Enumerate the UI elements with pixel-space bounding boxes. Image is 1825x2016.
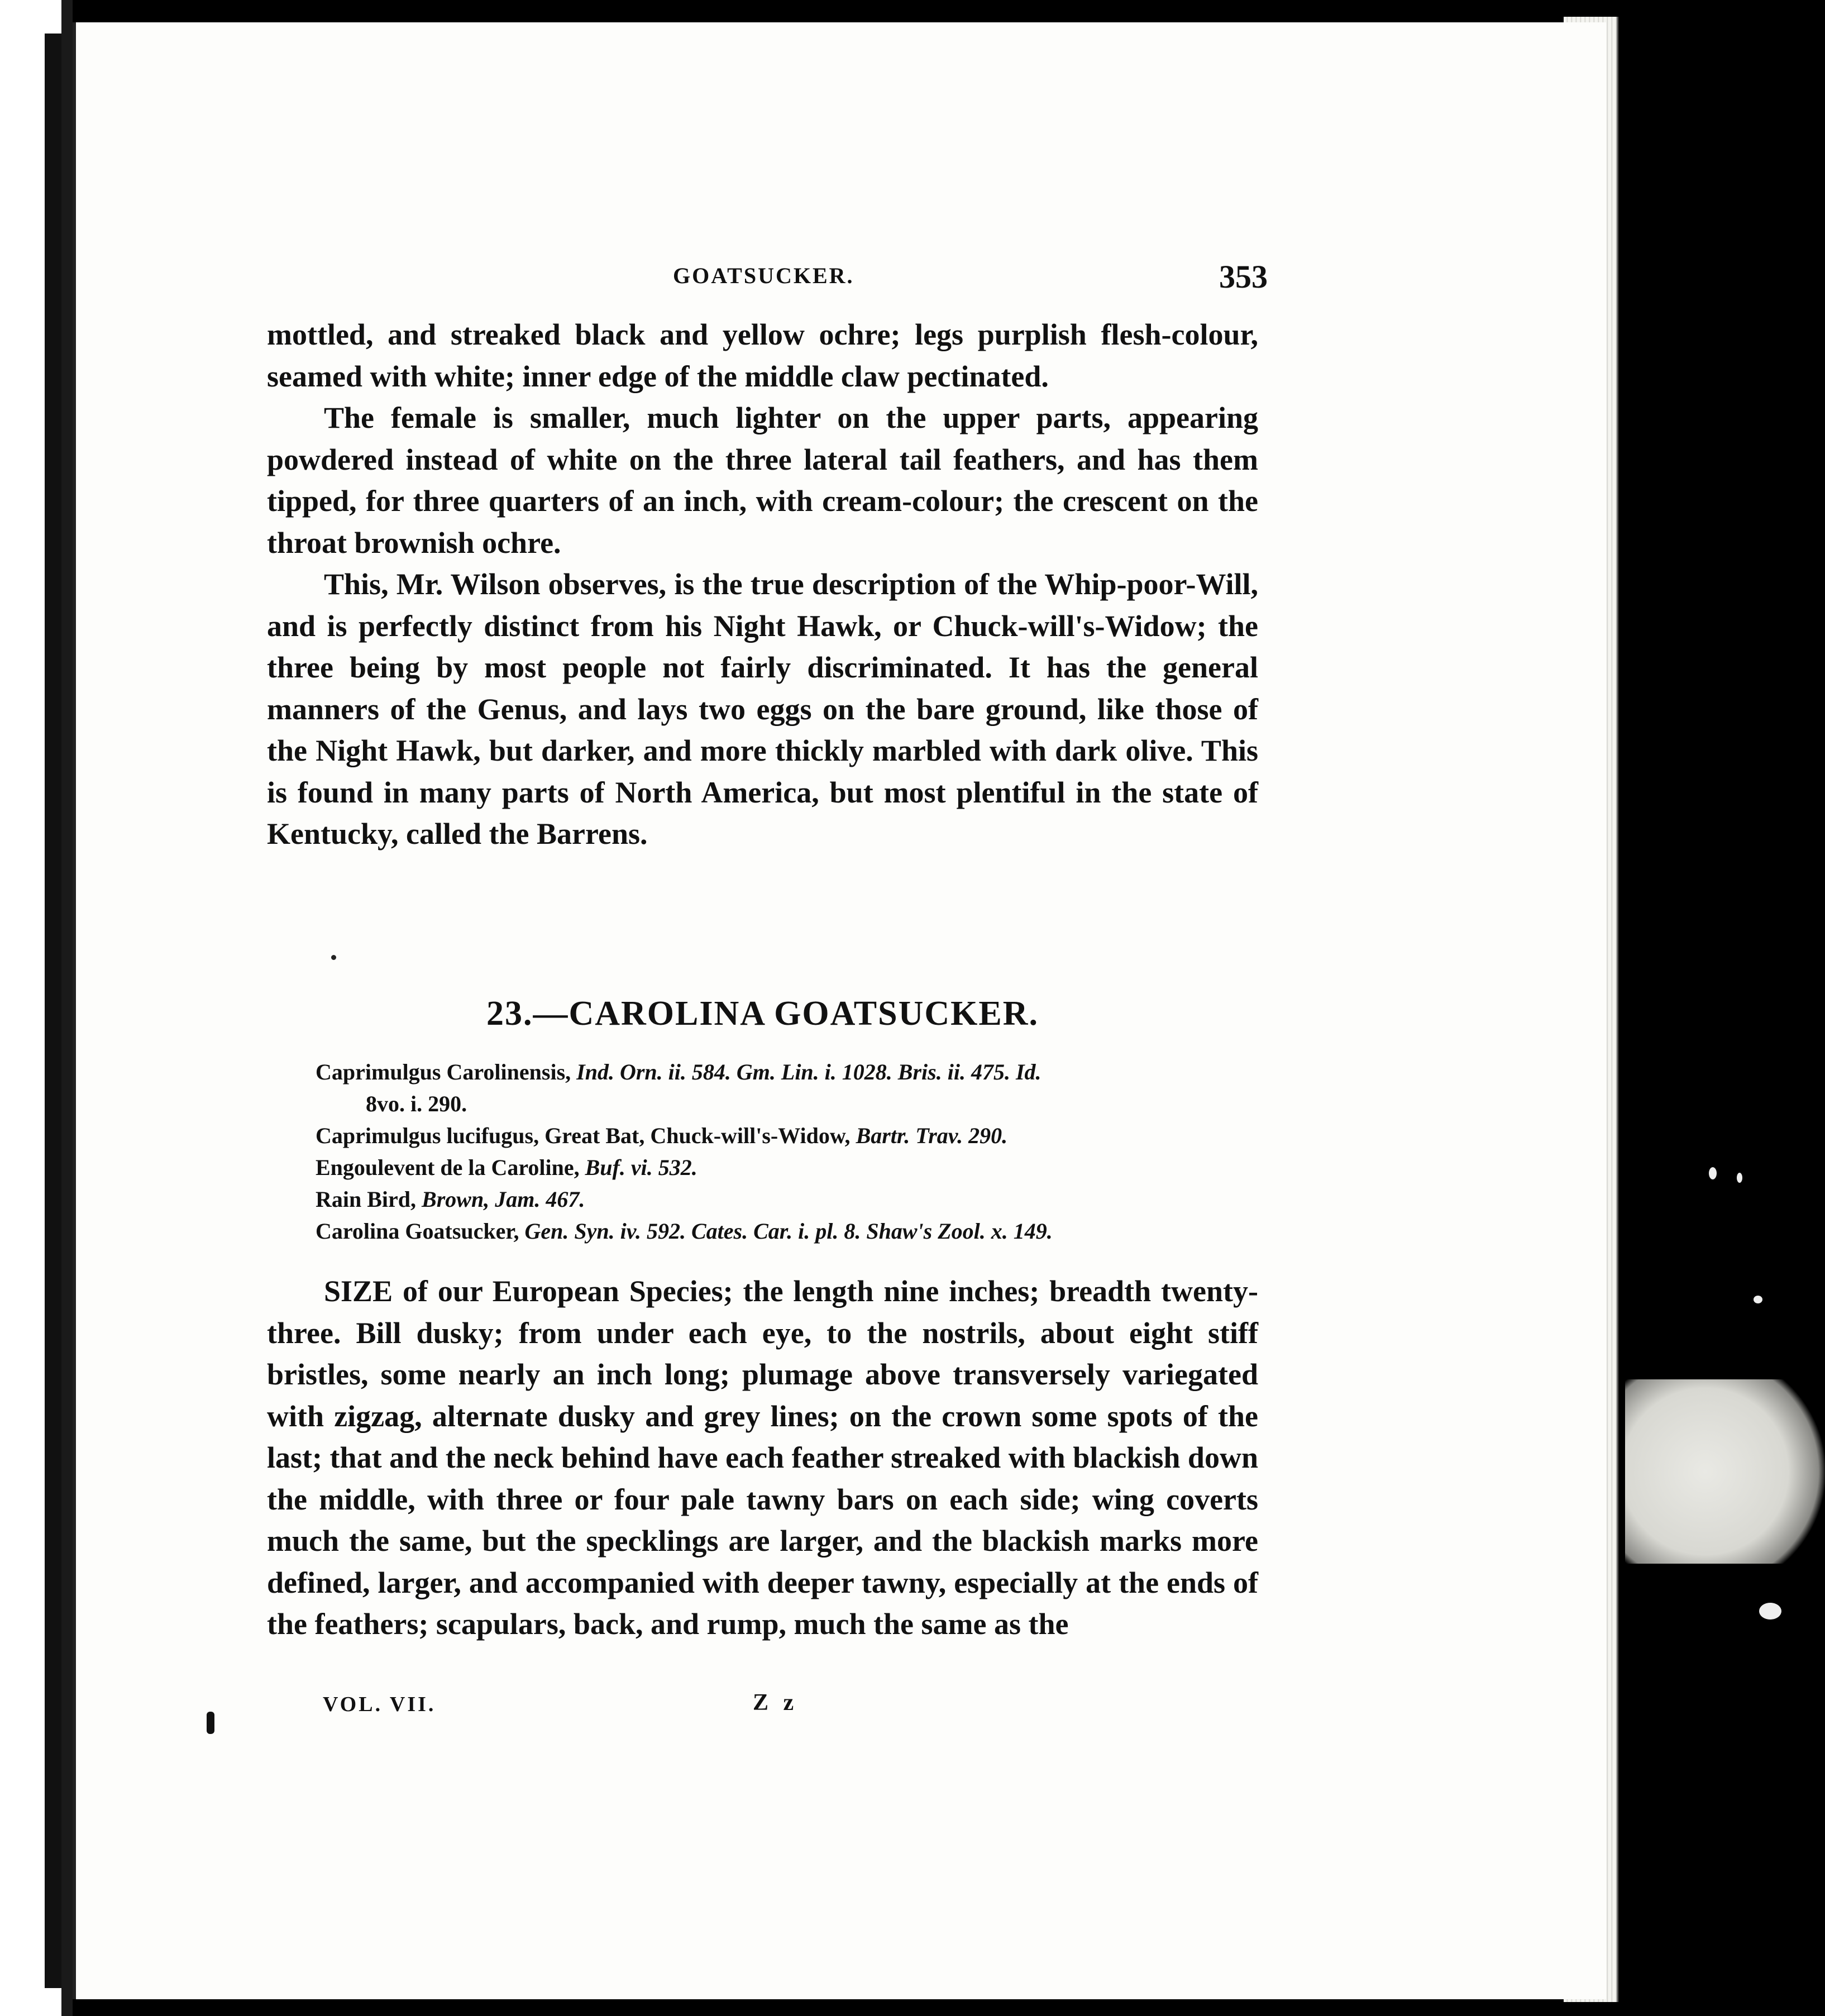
- paragraph: SIZE of our European Species; the length nine inches; breadth twenty-three. Bill dusky; from under each eye, to the nostrils, about eight stiff bristles, some nearly an inch long; plumage above transversely variegated with zigzag, alternate dusky and grey lines; on the crown some spots of the last; that and the neck behind have each feather streaked with blackish down the middle, with three or four pale tawny bars on each side; wing coverts much the same, but the specklings are larger, and the blackish marks more defined, larger, and accompanied with deeper tawny, especially at the ends of the feathers; scapulars, back, and rump, much the same as the: [267, 1274, 1258, 1641]
- reference-citation: Ind. Orn. ii. 584. Gm. Lin. i. 1028. Bris. ii. 475. Id.: [576, 1059, 1042, 1085]
- page-header: [265, 258, 1268, 297]
- volume-footer: VOL. VII.: [323, 1693, 436, 1716]
- reference-name: Rain Bird,: [316, 1187, 417, 1212]
- reference-name: Engoulevent de la Caroline,: [316, 1155, 580, 1180]
- reference-name: Caprimulgus lucifugus, Great Bat, Chuck-will's-Widow,: [316, 1123, 851, 1148]
- paragraph: The female is smaller, much lighter on the upper parts, appearing powdered instead of white on the three lateral tail feathers, and has them tipped, for three quarters of an inch, with cream-colour; the crescent on the throat brownish ochre.: [267, 401, 1258, 560]
- paper-speck: [1737, 1173, 1742, 1183]
- reference-continuation: 8vo. i. 290.: [366, 1091, 467, 1116]
- torn-paper-fragment: [1625, 1379, 1825, 1564]
- reference-entry: [316, 1120, 1226, 1152]
- stray-ink-dot: [331, 955, 336, 960]
- page-number: 353: [1219, 259, 1268, 295]
- reference-entry: [316, 1152, 1226, 1183]
- reference-entry: [316, 1056, 1226, 1120]
- book-spine: [61, 0, 73, 2016]
- paper-speck: [1759, 1603, 1781, 1620]
- reference-citation: Gen. Syn. iv. 592. Cates. Car. i. pl. 8. Shaw's Zool. x. 149.: [524, 1219, 1053, 1244]
- reference-citation: Buf. vi. 532.: [585, 1155, 697, 1180]
- running-title: GOATSUCKER.: [673, 263, 854, 288]
- reference-citation: Brown, Jam. 467.: [422, 1187, 585, 1212]
- paper-speck: [1709, 1167, 1717, 1179]
- ink-blot: [207, 1712, 214, 1734]
- section-heading: 23.—CAROLINA GOATSUCKER.: [486, 995, 1039, 1033]
- paper-speck: [1754, 1296, 1762, 1303]
- paragraph: mottled, and streaked black and yellow ochre; legs purplish flesh-colour, seamed with white; inner edge of the middle claw pectinated.: [267, 318, 1258, 393]
- reference-entry: [316, 1183, 1226, 1215]
- synonymy-references: [316, 1056, 1226, 1247]
- binding-shadow: [45, 34, 61, 1988]
- reference-citation: Bartr. Trav. 290.: [856, 1123, 1008, 1148]
- body-text-top: [267, 314, 1258, 855]
- reference-entry: [316, 1215, 1226, 1247]
- body-text-bottom: [267, 1270, 1258, 1645]
- facing-page-edge: [0, 0, 61, 2016]
- paragraph: This, Mr. Wilson observes, is the true description of the Whip-poor-Will, and is perfectly distinct from his Night Hawk, or Chuck-will's-Widow; the three being by most people not fairly discriminated. It has the general manners of the Genus, and lays two eggs on the bare ground, like those of the Night Hawk, but darker, and more thickly marbled with dark olive. This is found in many parts of North America, but most plentiful in the state of Kentucky, called the Barrens.: [267, 567, 1258, 851]
- signature-mark: Z z: [753, 1690, 799, 1716]
- reference-name: Caprimulgus Carolinensis,: [316, 1059, 571, 1085]
- reference-name: Carolina Goatsucker,: [316, 1219, 519, 1244]
